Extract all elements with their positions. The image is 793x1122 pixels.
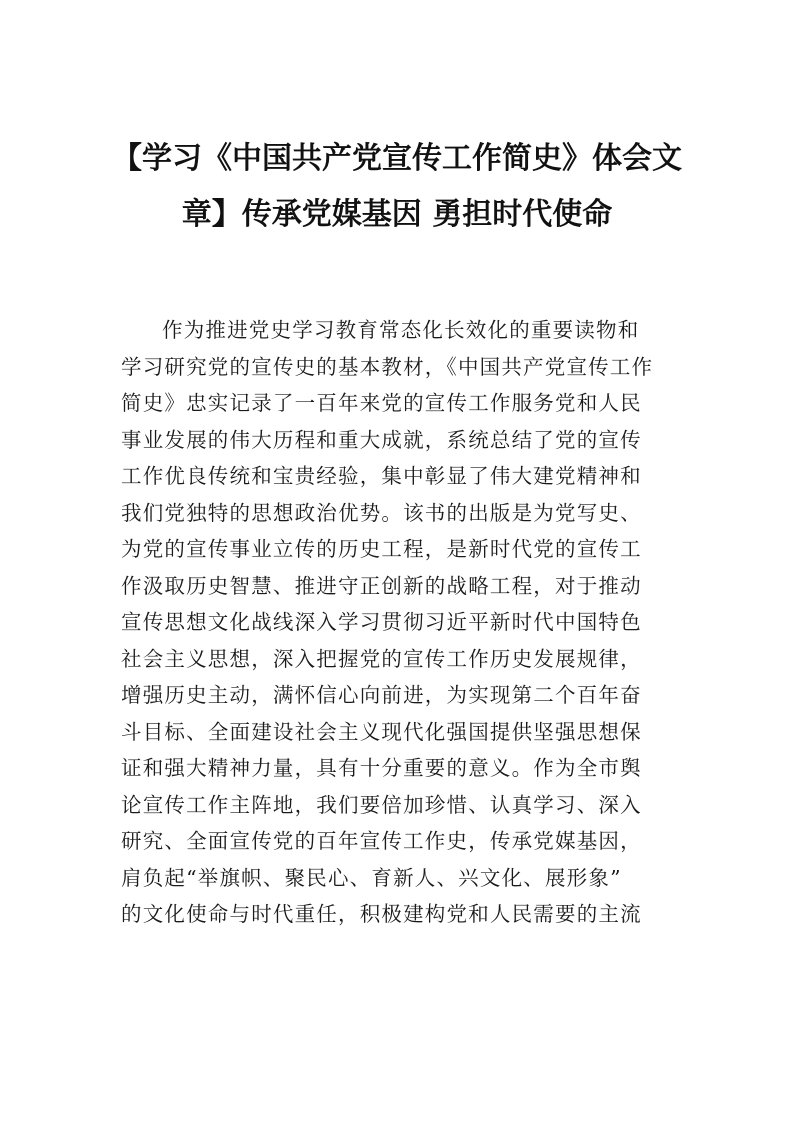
title-line: 【学习《中国共产党宣传工作简史》体会文 bbox=[112, 141, 682, 176]
paragraph-line: 增强历史主动，满怀信心向前进，为实现第二个百年奋 bbox=[121, 683, 642, 707]
document-title bbox=[95, 131, 699, 243]
paragraph-line: 证和强大精神力量，具有十分重要的意义。作为全市舆 bbox=[121, 756, 642, 780]
paragraph-line: 社会主义思想，深入把握党的宣传工作历史发展规律， bbox=[121, 646, 642, 671]
paragraph-line: 研究、全面宣传党的百年宣传工作史，传承党媒基因， bbox=[121, 829, 642, 853]
paragraph-line: 我们党独特的思想政治优势。该书的出版是为党写史、 bbox=[121, 500, 642, 525]
paragraph-line: 学习研究党的宣传史的基本教材，《中国共产党宣传工作 bbox=[121, 354, 654, 379]
paragraph-line: 论宣传工作主阵地，我们要倍加珍惜、认真学习、深入 bbox=[121, 792, 642, 817]
paragraph-line: 工作优良传统和宝贵经验，集中彰显了伟大建党精神和 bbox=[121, 464, 642, 488]
paragraph-line: 简史》忠实记录了一百年来党的宣传工作服务党和人民 bbox=[121, 391, 642, 415]
title-line: 章】传承党媒基因 勇担时代使命 bbox=[181, 197, 613, 232]
body-paragraph bbox=[121, 312, 673, 933]
paragraph-line: 斗目标、全面建设社会主义现代化强国提供坚强思想保 bbox=[121, 719, 642, 744]
paragraph-line: 宣传思想文化战线深入学习贯彻习近平新时代中国特色 bbox=[121, 610, 642, 634]
paragraph-line: 的文化使命与时代重任，积极建构党和人民需要的主流 bbox=[121, 902, 642, 926]
paragraph-line: 事业发展的伟大历程和重大成就，系统总结了党的宣传 bbox=[121, 427, 642, 452]
paragraph-line: 为党的宣传事业立传的历史工程，是新时代党的宣传工 bbox=[121, 537, 642, 561]
paragraph-line: 作为推进党史学习教育常态化长效化的重要读物和 bbox=[162, 318, 640, 342]
paragraph-line: 肩负起“举旗帜、聚民心、育新人、兴文化、展形象” bbox=[121, 865, 622, 890]
paragraph-line: 作汲取历史智慧、推进守正创新的战略工程，对于推动 bbox=[121, 573, 642, 598]
